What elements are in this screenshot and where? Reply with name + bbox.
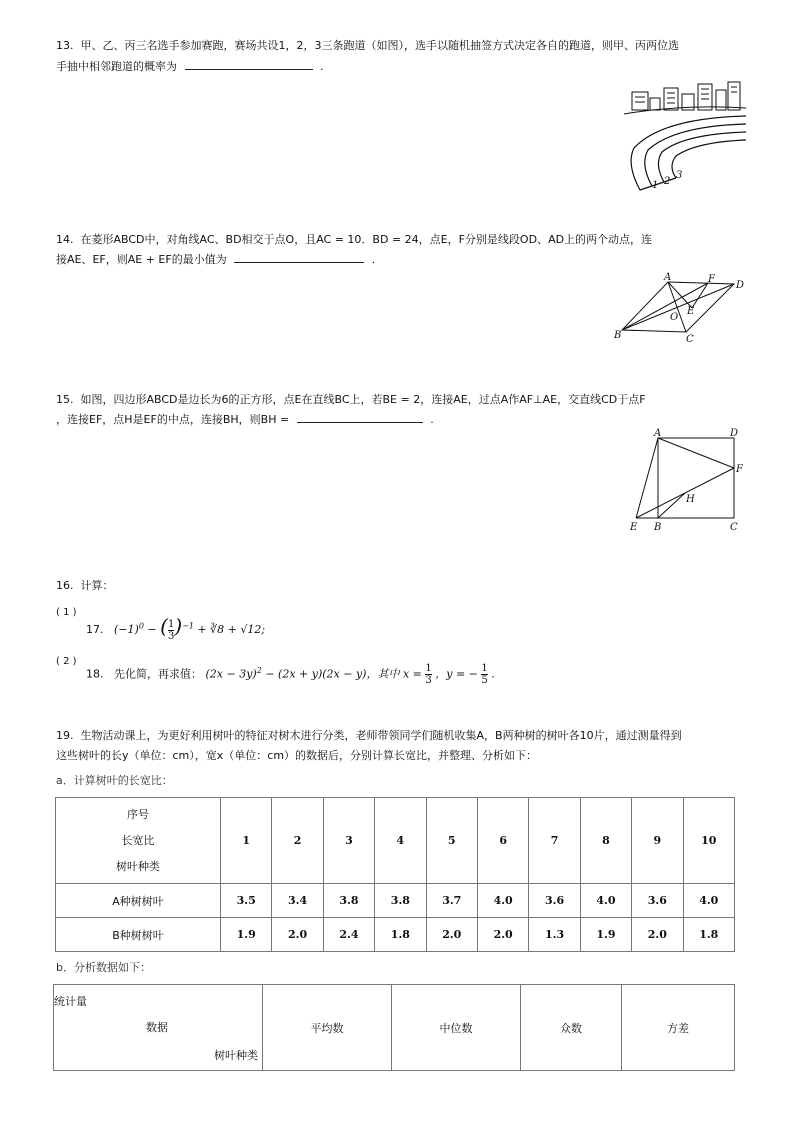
value-cell: 2.0 xyxy=(426,918,477,952)
stats-corner-cell xyxy=(54,985,263,1071)
value-cell: 4.0 xyxy=(580,884,631,918)
answer-blank-14[interactable] xyxy=(234,250,364,263)
value-cell: 1.9 xyxy=(580,918,631,952)
corner-label-statistic: 统计量 xyxy=(54,995,87,1008)
q16-title: 16. 计算： xyxy=(56,579,114,592)
value-cell: 1.9 xyxy=(221,918,272,952)
answer-blank-13[interactable] xyxy=(185,57,313,70)
q16-sub1: 17. $(-1)^0$ − ( $\frac{1}{3}$ )$^{-1}$ + ∛8 + √12; xyxy=(86,614,266,642)
q14-line1: 14. 在菱形ABCD中，对角线AC、BD相交于点O，且AC = 10．BD = 24，点E，F分别是线段OD、AD上的两个动点，连 xyxy=(56,233,653,246)
corner-label-leaf-type: 树叶种类 xyxy=(214,1049,258,1062)
svg-text:O: O xyxy=(670,312,679,323)
q13-line2: 手抽中相邻跑道的概率为 . xyxy=(56,57,324,77)
q13-line1: 13. 甲、乙、丙三名选手参加赛跑，赛场共设1，2，3三条跑道（如图），选手以随机抽签方式决定各自的跑道，则甲、丙两位选 xyxy=(56,39,679,52)
column-header-variance: 方差 xyxy=(622,985,735,1071)
value-cell: 1.8 xyxy=(683,918,734,952)
corner-label-ratio: 长宽比 xyxy=(121,833,155,847)
q15-line1: 15. 如图，四边形ABCD是边长为6的正方形，点E在直线BC上，若BE = 2，连接AE，过点A作AF⊥AE，交直线CD于点F xyxy=(56,393,646,406)
index-cell: 9 xyxy=(632,798,683,884)
value-cell: 2.0 xyxy=(477,918,528,952)
q19-line2: 这些树叶的长y（单位：cm），宽x（单位：cm）的数据后，分别计算长宽比，并整理、分析如下： xyxy=(56,749,538,762)
q14-line2: 接AE、EF，则AE + EF的最小值为 . xyxy=(56,250,375,270)
leaf-ratio-table xyxy=(55,797,735,952)
rhombus-figure xyxy=(612,272,746,344)
svg-text:D: D xyxy=(730,428,739,439)
svg-text:A: A xyxy=(654,428,662,439)
answer-blank-15[interactable] xyxy=(297,410,423,423)
value-cell: 4.0 xyxy=(477,884,528,918)
corner-label-index: 序号 xyxy=(127,807,149,821)
index-cell: 6 xyxy=(477,798,528,884)
value-cell: 3.5 xyxy=(221,884,272,918)
svg-text:F: F xyxy=(736,464,743,475)
value-cell: 2.0 xyxy=(272,918,323,952)
q19-part-a: a．计算树叶的长宽比： xyxy=(56,774,173,787)
index-cell: 7 xyxy=(529,798,580,884)
q19-line1: 19. 生物活动课上，为更好利用树叶的特征对树木进行分类，老师带领同学们随机收集A，B两种树的树叶各10片，通过测量得到 xyxy=(56,729,682,742)
value-cell: 1.8 xyxy=(375,918,426,952)
svg-text:C: C xyxy=(686,334,694,345)
running-track-figure xyxy=(622,78,748,196)
svg-text:F: F xyxy=(708,274,715,285)
index-cell: 4 xyxy=(375,798,426,884)
index-cell: 10 xyxy=(683,798,734,884)
q16-sub1-tag: ( 1 ) xyxy=(56,607,77,618)
value-cell: 4.0 xyxy=(683,884,734,918)
svg-text:B: B xyxy=(654,522,662,533)
value-cell: 3.8 xyxy=(323,884,374,918)
index-cell: 1 xyxy=(221,798,272,884)
table-row xyxy=(56,918,735,952)
svg-text:E: E xyxy=(687,306,695,317)
value-cell: 1.3 xyxy=(529,918,580,952)
svg-text:H: H xyxy=(686,494,695,505)
q19-part-b: b．分析数据如下： xyxy=(56,961,151,974)
value-cell: 3.7 xyxy=(426,884,477,918)
q15-line2: ，连接EF，点H是EF的中点，连接BH，则BH = . xyxy=(56,410,434,430)
index-cell: 8 xyxy=(580,798,631,884)
index-cell: 5 xyxy=(426,798,477,884)
svg-text:E: E xyxy=(630,522,638,533)
svg-text:A: A xyxy=(664,272,672,283)
lane-label-2: 2 xyxy=(664,176,671,187)
value-cell: 3.8 xyxy=(375,884,426,918)
value-cell: 3.4 xyxy=(272,884,323,918)
lane-label-3: 3 xyxy=(676,170,683,181)
value-cell: 3.6 xyxy=(632,884,683,918)
value-cell: 3.6 xyxy=(529,884,580,918)
value-cell: 2.0 xyxy=(632,918,683,952)
statistics-table xyxy=(53,984,735,1071)
row-label-a: A种树树叶 xyxy=(56,884,221,918)
index-cell: 3 xyxy=(323,798,374,884)
square-figure xyxy=(622,430,746,534)
svg-text:C: C xyxy=(730,522,738,533)
column-header-median: 中位数 xyxy=(392,985,521,1071)
value-cell: 2.4 xyxy=(323,918,374,952)
index-cell: 2 xyxy=(272,798,323,884)
svg-text:B: B xyxy=(614,330,622,341)
q16-sub2: 18. 先化简，再求值： $(2x - 3y)^2 - (2x + y)(2x - y)$，其中 x = $\frac{1}{3}$ ，y = − $\frac{1}{5}$ . xyxy=(86,663,495,687)
table-row xyxy=(56,884,735,918)
svg-text:D: D xyxy=(736,280,745,291)
corner-label-type: 树叶种类 xyxy=(116,859,160,873)
lane-label-1: 1 xyxy=(652,180,659,191)
row-label-b: B种树树叶 xyxy=(56,918,221,952)
column-header-mode: 众数 xyxy=(521,985,622,1071)
column-header-mean: 平均数 xyxy=(263,985,392,1071)
corner-label-data: 数据 xyxy=(146,1021,168,1034)
q16-sub2-tag: ( 2 ) xyxy=(56,656,77,667)
